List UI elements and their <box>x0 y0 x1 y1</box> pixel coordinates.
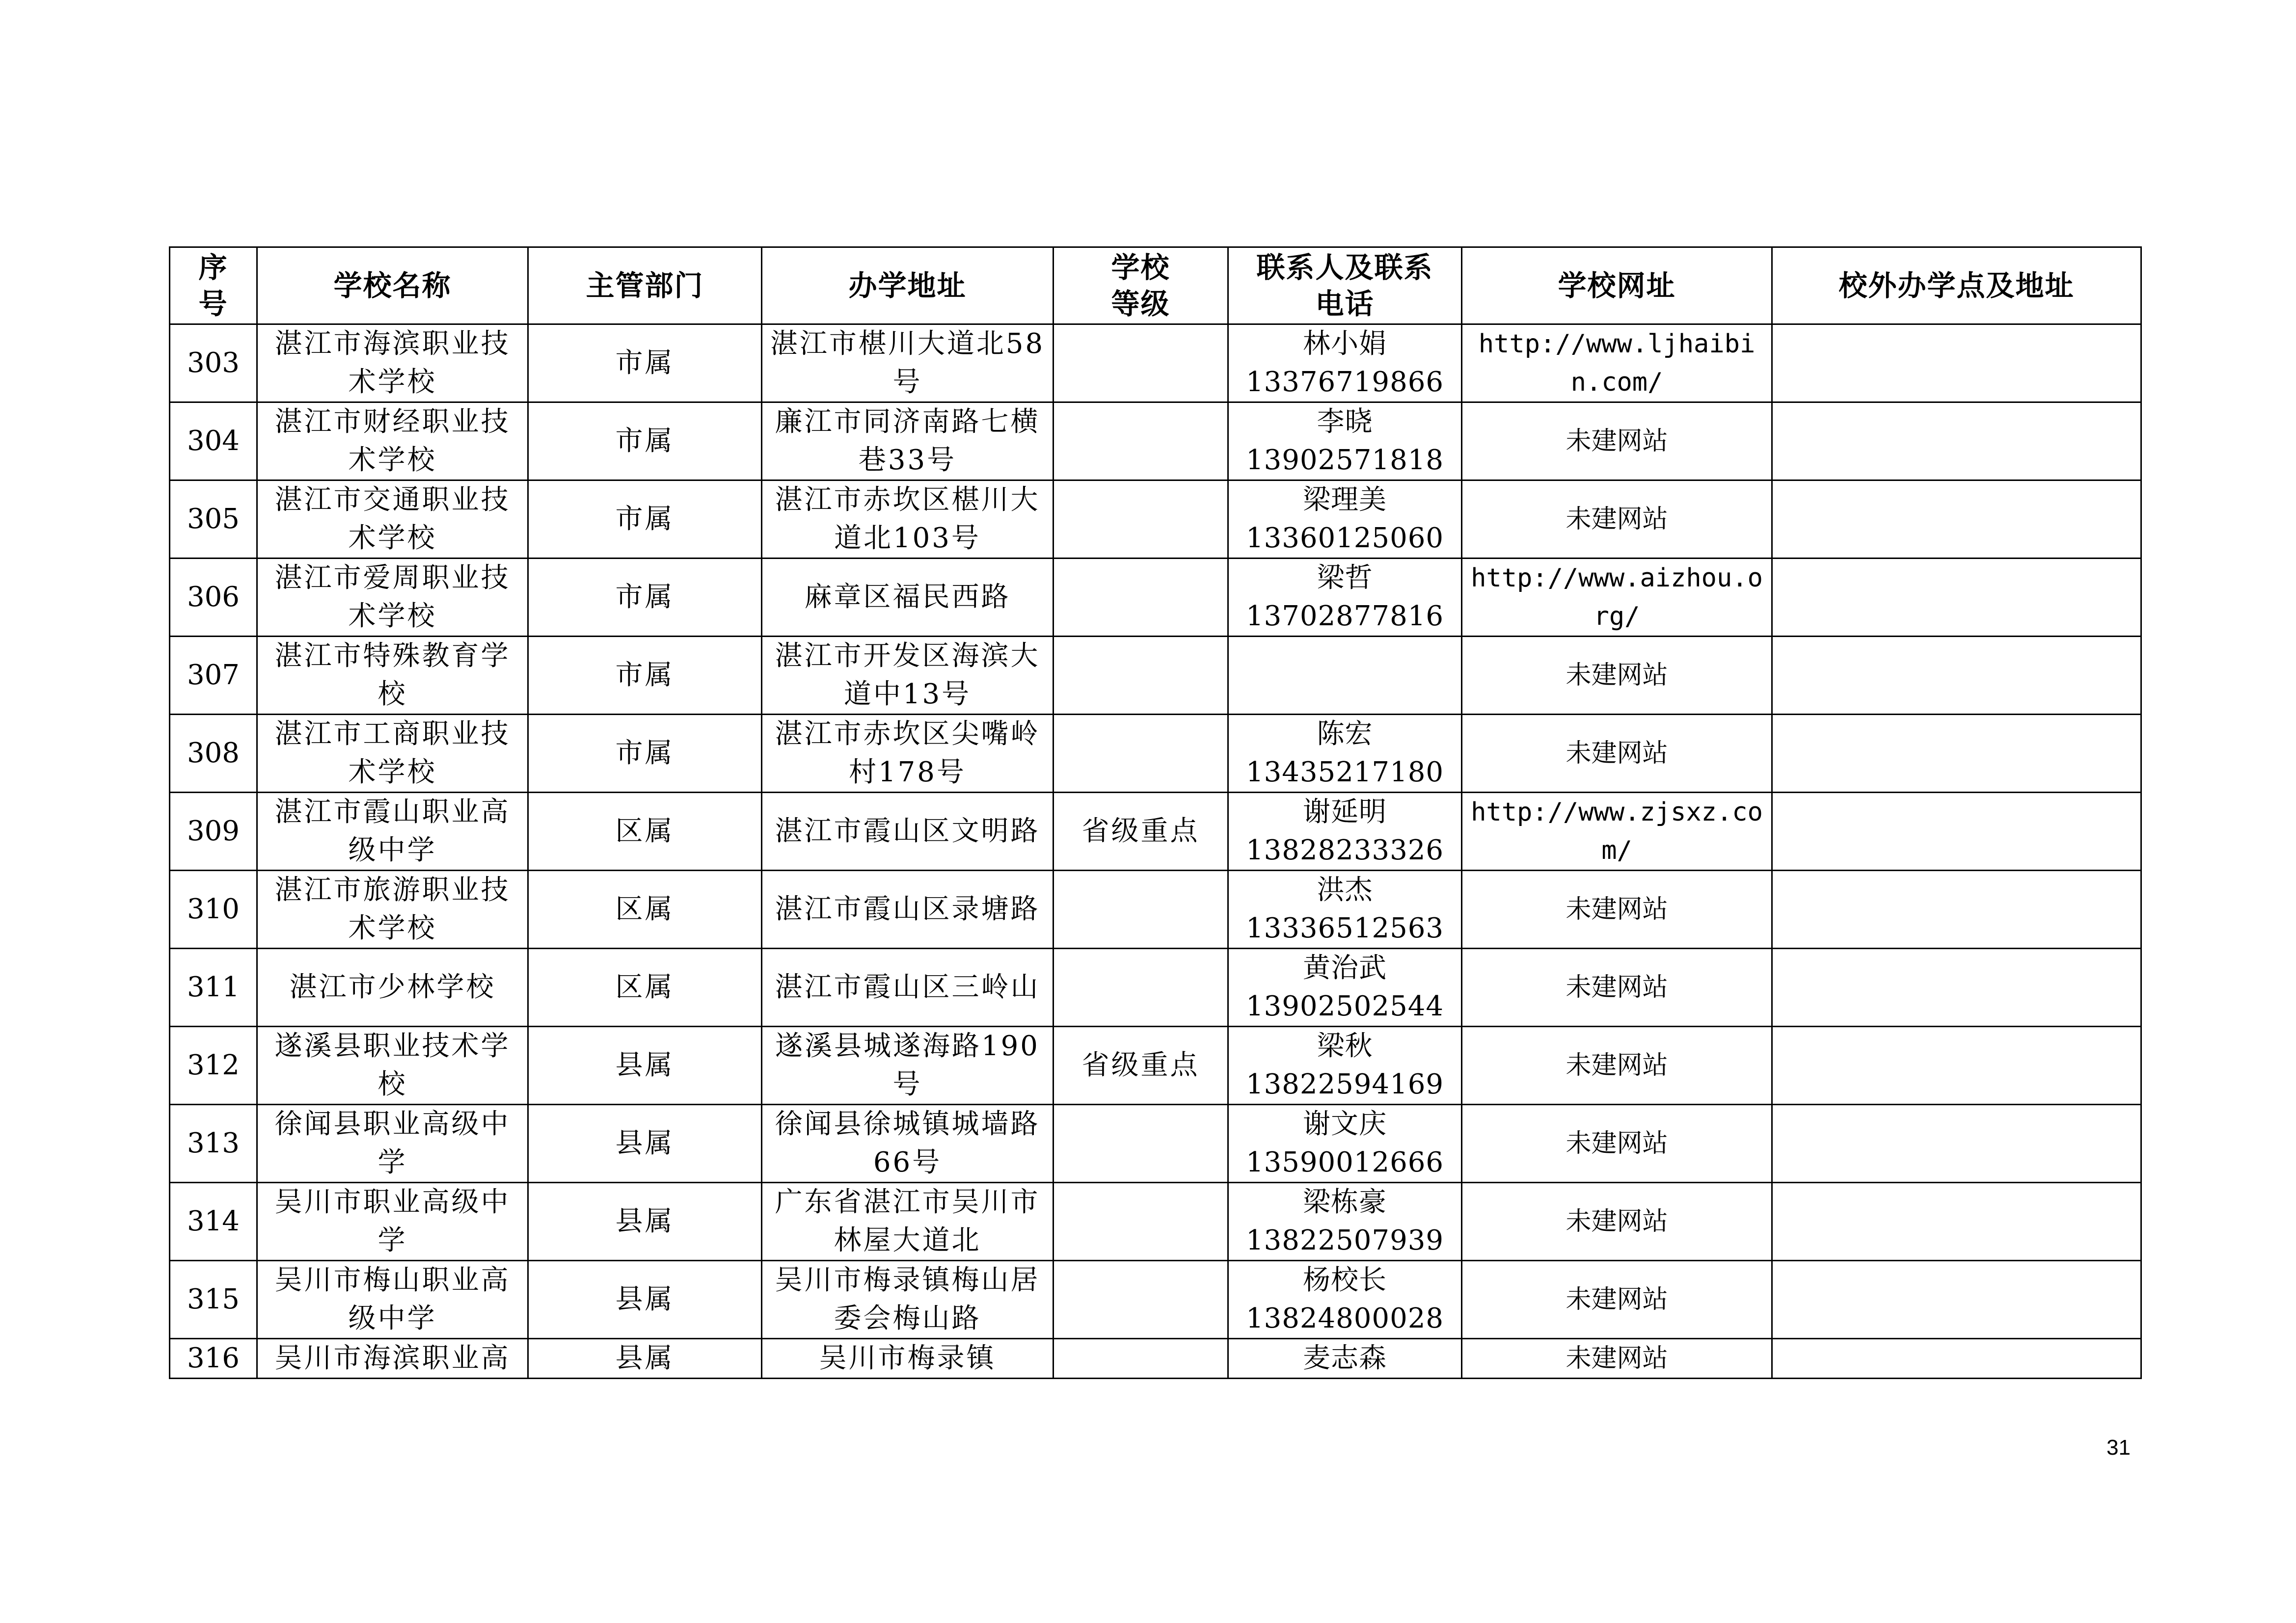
cell-serial-number-text: 316 <box>187 1342 240 1374</box>
cell-department <box>528 559 762 637</box>
cell-branch-address <box>1772 1261 2141 1339</box>
header-address: 办学地址 <box>762 247 1053 324</box>
cell-serial-number-text: 310 <box>187 893 240 925</box>
cell-school-level <box>1053 1027 1228 1105</box>
cell-department-text: 县属 <box>615 1205 675 1237</box>
cell-serial-number-text: 313 <box>187 1127 240 1159</box>
cell-school-name-text: 吴川市梅山职业高级中学 <box>274 1264 511 1334</box>
table-row <box>170 715 2141 793</box>
cell-contact <box>1228 715 1462 793</box>
cell-school-name <box>257 949 528 1027</box>
contact-person: 谢延明 <box>1303 796 1387 828</box>
contact-person: 洪杰 <box>1317 874 1373 906</box>
cell-address-text: 湛江市霞山区三岭山 <box>775 971 1040 1003</box>
cell-school-name <box>257 559 528 637</box>
cell-branch-address <box>1772 949 2141 1027</box>
cell-serial-number <box>170 793 257 871</box>
table-row <box>170 1339 2141 1379</box>
cell-school-level <box>1053 480 1228 559</box>
cell-school-name-text: 吴川市海滨职业高 <box>274 1342 511 1374</box>
cell-department <box>528 1183 762 1261</box>
cell-serial-number <box>170 324 257 402</box>
cell-website <box>1462 715 1772 793</box>
cell-address <box>762 871 1053 949</box>
contact-person: 陈宏 <box>1317 718 1373 750</box>
cell-department <box>528 402 762 480</box>
cell-serial-number <box>170 637 257 715</box>
contact-person: 杨校长 <box>1303 1264 1387 1296</box>
cell-contact <box>1228 1339 1462 1379</box>
cell-department <box>528 871 762 949</box>
cell-school-name <box>257 324 528 402</box>
header-contact: 联系人及联系 电话 <box>1228 247 1462 324</box>
cell-address <box>762 1261 1053 1339</box>
cell-school-name-text: 湛江市少林学校 <box>289 971 496 1003</box>
cell-contact <box>1228 1105 1462 1183</box>
cell-school-level <box>1053 402 1228 480</box>
contact-phone: 13376719866 <box>1246 366 1444 398</box>
cell-website <box>1462 324 1772 402</box>
cell-department-text: 区属 <box>615 815 675 847</box>
contact-person: 林小娟 <box>1303 328 1387 360</box>
cell-school-level <box>1053 1339 1228 1379</box>
cell-serial-number-text: 314 <box>187 1205 240 1237</box>
cell-address-text: 廉江市同济南路七横巷33号 <box>775 406 1040 476</box>
cell-department <box>528 1261 762 1339</box>
cell-website <box>1462 793 1772 871</box>
cell-school-name-text: 湛江市爱周职业技术学校 <box>274 562 511 632</box>
cell-address <box>762 793 1053 871</box>
cell-department-text: 县属 <box>615 1342 675 1374</box>
cell-school-level <box>1053 1105 1228 1183</box>
cell-school-name-text: 湛江市海滨职业技术学校 <box>274 328 511 398</box>
table-row <box>170 1261 2141 1339</box>
header-school-name: 学校名称 <box>257 247 528 324</box>
table-body <box>170 324 2141 1379</box>
cell-contact <box>1228 637 1462 715</box>
cell-website-text: http://www.zjsxz.com/ <box>1471 798 1763 865</box>
cell-address-text: 湛江市霞山区录塘路 <box>775 893 1040 925</box>
cell-department-text: 市属 <box>615 347 675 379</box>
cell-school-name-text: 湛江市交通职业技术学校 <box>274 484 511 554</box>
cell-department-text: 市属 <box>615 581 675 613</box>
cell-contact <box>1228 1027 1462 1105</box>
cell-website-text: 未建网站 <box>1566 895 1668 924</box>
cell-department <box>528 324 762 402</box>
cell-serial-number <box>170 1261 257 1339</box>
contact-person: 黄治武 <box>1303 952 1387 984</box>
cell-serial-number-text: 303 <box>187 347 240 379</box>
cell-website <box>1462 1105 1772 1183</box>
cell-serial-number <box>170 1105 257 1183</box>
cell-website-text: http://www.ljhaibin.com/ <box>1478 329 1756 397</box>
cell-serial-number <box>170 715 257 793</box>
cell-department-text: 区属 <box>615 893 675 925</box>
cell-school-name-text: 遂溪县职业技术学校 <box>274 1030 511 1100</box>
cell-department <box>528 1339 762 1379</box>
header-branch-address: 校外办学点及地址 <box>1772 247 2141 324</box>
cell-address-text: 广东省湛江市吴川市林屋大道北 <box>775 1186 1040 1256</box>
table-row <box>170 637 2141 715</box>
cell-department-text: 县属 <box>615 1127 675 1159</box>
cell-serial-number-text: 308 <box>187 737 240 769</box>
cell-serial-number-text: 305 <box>187 503 240 535</box>
cell-school-name-text: 湛江市特殊教育学校 <box>274 640 511 710</box>
cell-branch-address <box>1772 1027 2141 1105</box>
cell-contact <box>1228 480 1462 559</box>
cell-contact <box>1228 559 1462 637</box>
cell-school-name-text: 湛江市工商职业技术学校 <box>274 718 511 788</box>
cell-school-level-text: 省级重点 <box>1081 1049 1200 1081</box>
cell-website <box>1462 402 1772 480</box>
contact-phone: 13590012666 <box>1246 1146 1444 1178</box>
cell-address <box>762 324 1053 402</box>
cell-school-name <box>257 402 528 480</box>
cell-website-text: 未建网站 <box>1566 1051 1668 1080</box>
cell-branch-address <box>1772 324 2141 402</box>
contact-person: 梁哲 <box>1317 562 1373 594</box>
cell-website <box>1462 480 1772 559</box>
table-row <box>170 559 2141 637</box>
cell-serial-number <box>170 1339 257 1379</box>
cell-address-text: 湛江市赤坎区椹川大道北103号 <box>775 484 1040 554</box>
contact-phone: 13902571818 <box>1246 444 1444 476</box>
cell-address-text: 麻章区福民西路 <box>804 581 1011 613</box>
cell-branch-address <box>1772 793 2141 871</box>
cell-serial-number-text: 315 <box>187 1283 240 1315</box>
contact-phone: 13824800028 <box>1246 1303 1444 1334</box>
contact-phone: 13435217180 <box>1246 756 1444 788</box>
cell-department <box>528 1105 762 1183</box>
cell-website-text: 未建网站 <box>1566 426 1668 456</box>
cell-serial-number-text: 309 <box>187 815 240 847</box>
table-row <box>170 324 2141 402</box>
cell-school-level <box>1053 793 1228 871</box>
cell-department <box>528 715 762 793</box>
cell-school-level <box>1053 324 1228 402</box>
contact-phone: 13360125060 <box>1246 522 1444 554</box>
cell-school-name <box>257 715 528 793</box>
cell-department-text: 市属 <box>615 425 675 457</box>
cell-school-name <box>257 871 528 949</box>
table-row <box>170 1027 2141 1105</box>
table-row <box>170 871 2141 949</box>
cell-department-text: 市属 <box>615 659 675 691</box>
contact-phone: 13828233326 <box>1246 834 1444 866</box>
cell-address <box>762 949 1053 1027</box>
cell-website <box>1462 1027 1772 1105</box>
cell-school-level <box>1053 1183 1228 1261</box>
table-row <box>170 949 2141 1027</box>
cell-department-text: 县属 <box>615 1049 675 1081</box>
cell-website-text: 未建网站 <box>1566 1207 1668 1236</box>
cell-serial-number <box>170 1183 257 1261</box>
cell-address-text: 徐闻县徐城镇城墙路66号 <box>775 1108 1040 1178</box>
cell-branch-address <box>1772 637 2141 715</box>
cell-department <box>528 480 762 559</box>
table-row <box>170 1183 2141 1261</box>
contact-person: 梁秋 <box>1317 1030 1373 1062</box>
cell-serial-number <box>170 559 257 637</box>
cell-address-text: 湛江市开发区海滨大道中13号 <box>775 640 1040 710</box>
cell-school-level-text: 省级重点 <box>1081 815 1200 847</box>
cell-address <box>762 1183 1053 1261</box>
cell-branch-address <box>1772 715 2141 793</box>
cell-address-text: 吴川市梅录镇 <box>819 1342 996 1374</box>
contact-phone: 13822507939 <box>1246 1224 1444 1256</box>
cell-address-text: 吴川市梅录镇梅山居委会梅山路 <box>775 1264 1040 1334</box>
cell-address <box>762 402 1053 480</box>
cell-serial-number <box>170 871 257 949</box>
cell-branch-address <box>1772 402 2141 480</box>
cell-website <box>1462 1339 1772 1379</box>
cell-address-text: 湛江市赤坎区尖嘴岭村178号 <box>775 718 1040 788</box>
header-department: 主管部门 <box>528 247 762 324</box>
cell-contact <box>1228 1261 1462 1339</box>
cell-branch-address <box>1772 1339 2141 1379</box>
table-row <box>170 402 2141 480</box>
cell-school-level <box>1053 949 1228 1027</box>
cell-contact <box>1228 402 1462 480</box>
cell-contact <box>1228 324 1462 402</box>
contact-phone: 13336512563 <box>1246 912 1444 944</box>
cell-branch-address <box>1772 1183 2141 1261</box>
header-school-level: 学校 等级 <box>1053 247 1228 324</box>
cell-department <box>528 637 762 715</box>
page-number: 31 <box>2107 1436 2131 1460</box>
cell-school-name <box>257 793 528 871</box>
cell-address <box>762 1105 1053 1183</box>
cell-website <box>1462 1261 1772 1339</box>
header-serial-number: 序 号 <box>170 247 257 324</box>
cell-website <box>1462 559 1772 637</box>
cell-department <box>528 793 762 871</box>
cell-address <box>762 480 1053 559</box>
cell-school-level <box>1053 1261 1228 1339</box>
cell-website <box>1462 949 1772 1027</box>
cell-address <box>762 1027 1053 1105</box>
cell-address <box>762 1339 1053 1379</box>
contact-person: 梁栋豪 <box>1303 1186 1387 1218</box>
cell-contact <box>1228 793 1462 871</box>
cell-address <box>762 559 1053 637</box>
cell-school-name <box>257 1027 528 1105</box>
cell-serial-number <box>170 402 257 480</box>
cell-school-level <box>1053 637 1228 715</box>
cell-school-name <box>257 480 528 559</box>
contact-phone: 13902502544 <box>1246 990 1444 1022</box>
cell-school-name-text: 湛江市财经职业技术学校 <box>274 406 511 476</box>
cell-department <box>528 1027 762 1105</box>
cell-serial-number-text: 307 <box>187 659 240 691</box>
cell-address-text: 遂溪县城遂海路190号 <box>775 1030 1040 1100</box>
table-row <box>170 1105 2141 1183</box>
cell-school-name-text: 吴川市职业高级中学 <box>274 1186 511 1256</box>
cell-serial-number <box>170 480 257 559</box>
cell-branch-address <box>1772 480 2141 559</box>
cell-school-level <box>1053 559 1228 637</box>
header-website: 学校网址 <box>1462 247 1772 324</box>
cell-school-name-text: 湛江市旅游职业技术学校 <box>274 874 511 944</box>
cell-department-text: 县属 <box>615 1283 675 1315</box>
cell-school-name <box>257 1261 528 1339</box>
cell-serial-number-text: 311 <box>187 971 240 1003</box>
cell-website-text: 未建网站 <box>1566 661 1668 690</box>
cell-school-level <box>1053 871 1228 949</box>
cell-contact <box>1228 1183 1462 1261</box>
cell-website-text: 未建网站 <box>1566 1285 1668 1314</box>
table-row <box>170 480 2141 559</box>
contact-person: 李晓 <box>1317 406 1373 438</box>
contact-person: 谢文庆 <box>1303 1108 1387 1140</box>
school-list-table <box>169 246 2142 1379</box>
cell-website <box>1462 871 1772 949</box>
cell-school-name <box>257 1183 528 1261</box>
cell-department-text: 市属 <box>615 737 675 769</box>
cell-contact <box>1228 949 1462 1027</box>
cell-serial-number <box>170 949 257 1027</box>
cell-department-text: 区属 <box>615 971 675 1003</box>
cell-serial-number-text: 304 <box>187 425 240 457</box>
cell-school-name <box>257 1339 528 1379</box>
cell-branch-address <box>1772 559 2141 637</box>
cell-address <box>762 715 1053 793</box>
cell-website-text: 未建网站 <box>1566 973 1668 1002</box>
cell-serial-number <box>170 1027 257 1105</box>
contact-phone: 13822594169 <box>1246 1068 1444 1100</box>
table-header-row <box>170 247 2141 324</box>
cell-branch-address <box>1772 871 2141 949</box>
cell-branch-address <box>1772 1105 2141 1183</box>
cell-address-text: 湛江市椹川大道北58号 <box>770 328 1045 398</box>
cell-address <box>762 637 1053 715</box>
cell-school-name <box>257 1105 528 1183</box>
cell-school-name-text: 徐闻县职业高级中学 <box>274 1108 511 1178</box>
cell-website-text: 未建网站 <box>1566 1344 1668 1373</box>
cell-website <box>1462 1183 1772 1261</box>
table-row <box>170 793 2141 871</box>
cell-address-text: 湛江市霞山区文明路 <box>775 815 1040 847</box>
cell-school-level <box>1053 715 1228 793</box>
cell-serial-number-text: 306 <box>187 581 240 613</box>
contact-phone: 13702877816 <box>1246 600 1444 632</box>
cell-website-text: 未建网站 <box>1566 505 1668 534</box>
cell-website-text: http://www.aizhou.org/ <box>1471 563 1763 631</box>
cell-website-text: 未建网站 <box>1566 1129 1668 1158</box>
cell-contact <box>1228 871 1462 949</box>
cell-department-text: 市属 <box>615 503 675 535</box>
cell-website <box>1462 637 1772 715</box>
contact-person: 麦志森 <box>1303 1342 1387 1374</box>
cell-serial-number-text: 312 <box>187 1049 240 1081</box>
cell-school-name-text: 湛江市霞山职业高级中学 <box>274 796 511 866</box>
cell-website-text: 未建网站 <box>1566 739 1668 768</box>
cell-department <box>528 949 762 1027</box>
cell-school-name <box>257 637 528 715</box>
contact-person: 梁理美 <box>1303 484 1387 516</box>
